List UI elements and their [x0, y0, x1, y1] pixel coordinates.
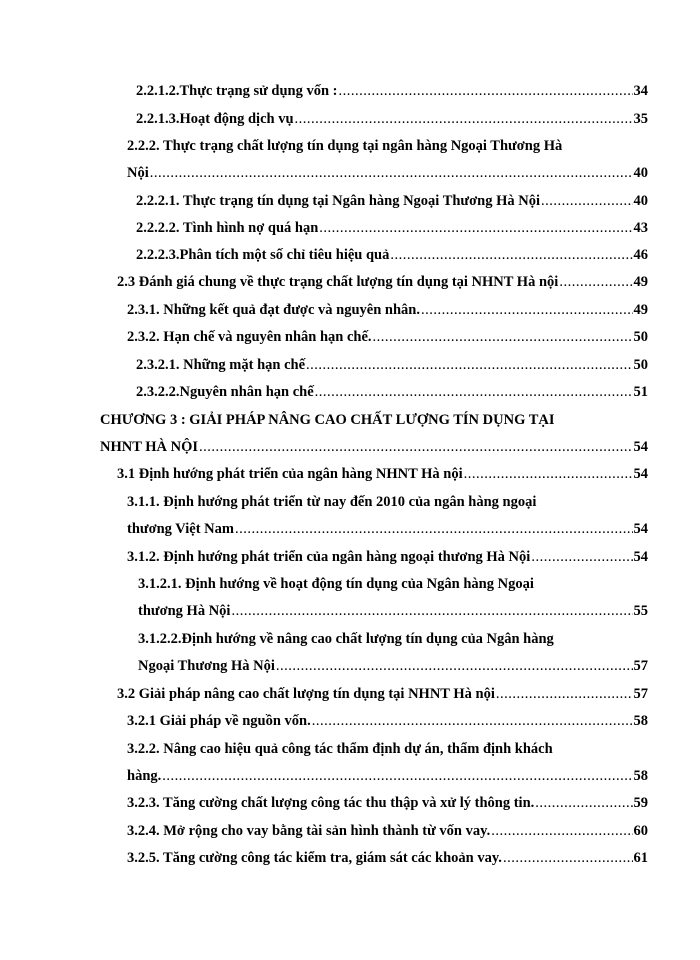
toc-entry-continuation: thương Việt Nam	[127, 521, 234, 537]
toc-entry	[138, 601, 648, 621]
toc-entry	[138, 656, 648, 676]
toc-leader-dots	[295, 109, 633, 129]
toc-entry	[100, 437, 648, 457]
toc-entry	[136, 245, 648, 265]
toc-entry-title: 2.3 Đánh giá chung về thực trạng chất lượng tín dụng tại NHNT Hà nội	[117, 274, 559, 290]
toc-entry-title: 3.2.3. Tăng cường chất lượng công tác thu thập và xử lý thông tin.	[127, 795, 535, 811]
toc-entry-title: 3.2.5. Tăng cường công tác kiểm tra, giám sát các khoản vay.	[127, 850, 502, 866]
toc-entry-page: 50	[633, 357, 648, 373]
toc-entry	[127, 793, 648, 813]
toc-entry-title: 3.1 Định hướng phát triển của ngân hàng NHNT Hà nội	[117, 466, 463, 482]
toc-entry-page: 61	[633, 850, 648, 866]
toc-entry	[127, 163, 648, 183]
toc-entry-title: 2.2.1.2.Thực trạng sử dụng vốn :	[136, 83, 338, 99]
toc-leader-dots	[231, 601, 632, 621]
toc-leader-dots	[162, 766, 632, 786]
toc-entry-continuation: Ngoại Thương Hà Nội	[138, 658, 275, 674]
toc-entry	[127, 711, 648, 731]
toc-entry-page: 57	[633, 658, 648, 674]
toc-entry-title: 3.2 Giải pháp nâng cao chất lượng tín dụng tại NHNT Hà nội	[117, 686, 495, 702]
toc-leader-dots	[496, 684, 633, 704]
toc-entry-title: 3.2.1 Giải pháp về nguồn vốn.	[127, 713, 311, 729]
toc-leader-dots	[535, 793, 632, 813]
toc-leader-dots	[276, 656, 633, 676]
toc-entry-title: 2.3.2.2.Nguyên nhân hạn chế	[136, 384, 314, 400]
toc-entry-page: 60	[633, 823, 648, 839]
toc-entry-page: 54	[633, 549, 648, 565]
toc-leader-dots	[464, 464, 633, 484]
toc-entry-page: 43	[633, 220, 648, 236]
toc-entry	[136, 81, 648, 101]
toc-entry-page: 54	[633, 439, 648, 455]
toc-entry-title: 3.1.2.2.Định hướng về nâng cao chất lượng tín dụng của Ngân hàng	[138, 631, 554, 647]
toc-entry-title: 2.2.1.3.Hoạt động dịch vụ	[136, 111, 294, 127]
toc-entry	[136, 191, 648, 211]
toc-leader-dots	[199, 437, 632, 457]
toc-entry	[127, 519, 648, 539]
toc-entry-title: 3.2.4. Mở rộng cho vay bằng tài sản hình thành từ vốn vay.	[127, 823, 491, 839]
toc-entry-page: 54	[633, 521, 648, 537]
toc-entry-title: 3.2.2. Nâng cao hiệu quả công tác thẩm định dự án, thẩm định khách	[127, 741, 553, 757]
toc-leader-dots	[531, 547, 632, 567]
toc-entry-title: 2.2.2.1. Thực trạng tín dụng tại Ngân hàng Ngoại Thương Hà Nội	[136, 193, 540, 209]
toc-entry-page: 49	[633, 274, 648, 290]
toc-entry-title: 2.3.1. Những kết quả đạt được và nguyên nhân.	[127, 302, 420, 318]
toc-entry-page: 51	[633, 384, 648, 400]
toc-entry-continuation: NHNT HÀ NỘI	[100, 439, 199, 455]
toc-entry-page: 40	[633, 165, 648, 181]
toc-entry-page: 59	[633, 795, 648, 811]
toc-entry	[127, 766, 648, 786]
toc-entry	[127, 547, 648, 567]
toc-entry	[127, 327, 648, 347]
toc-entry-page: 55	[633, 603, 648, 619]
toc-entry-title: 2.2.2.3.Phân tích một số chỉ tiêu hiệu quả	[136, 247, 390, 263]
toc-entry-page: 46	[633, 247, 648, 263]
toc-entry-page: 34	[633, 83, 648, 99]
toc-entry-title: 3.1.1. Định hướng phát triển từ nay đến 2010 của ngân hàng ngoại	[127, 494, 537, 510]
toc-entry	[127, 300, 648, 320]
toc-entry-title: 2.2.2. Thực trạng chất lượng tín dụng tại ngân hàng Ngoại Thương Hà	[127, 138, 563, 154]
toc-entry	[117, 272, 648, 292]
toc-entry-continuation: thương Hà Nội	[138, 603, 231, 619]
toc-entry-page: 54	[633, 466, 648, 482]
toc-entry	[117, 464, 648, 484]
toc-leader-dots	[339, 81, 633, 101]
toc-entry-title: 2.3.2. Hạn chế và nguyên nhân hạn chế.	[127, 329, 372, 345]
toc-entry-page: 49	[633, 302, 648, 318]
toc-entry-title: 3.1.2. Định hướng phát triển của ngân hàng ngoại thương Hà Nội	[127, 549, 531, 565]
toc-entry	[136, 218, 648, 238]
toc-leader-dots	[503, 848, 633, 868]
toc-leader-dots	[319, 218, 632, 238]
toc-entry-continuation: Nội	[127, 165, 149, 181]
toc-leader-dots	[315, 382, 633, 402]
toc-entry-page: 50	[633, 329, 648, 345]
toc-entry-continuation: hàng.	[127, 768, 162, 784]
toc-leader-dots	[390, 245, 632, 265]
toc-entry	[136, 355, 648, 375]
toc-entry	[127, 821, 648, 841]
toc-leader-dots	[150, 163, 633, 183]
toc-entry-page: 57	[633, 686, 648, 702]
toc-entry-page: 35	[633, 111, 648, 127]
toc-leader-dots	[373, 327, 633, 347]
toc-leader-dots	[421, 300, 633, 320]
toc-entry-title: 2.2.2.2. Tình hình nợ quá hạn	[136, 220, 319, 236]
toc-entry-title: 2.3.2.1. Những mặt hạn chế	[136, 357, 306, 373]
toc-entry-page: 58	[633, 768, 648, 784]
toc-leader-dots	[491, 821, 632, 841]
toc-leader-dots	[559, 272, 632, 292]
toc-leader-dots	[312, 711, 633, 731]
toc-entry-page: 58	[633, 713, 648, 729]
toc-leader-dots	[306, 355, 632, 375]
toc-entry-title: 3.1.2.1. Định hướng về hoạt động tín dụng của Ngân hàng Ngoại	[138, 576, 534, 592]
toc-leader-dots	[235, 519, 633, 539]
toc-entry	[136, 109, 648, 129]
toc-leader-dots	[541, 191, 633, 211]
toc-entry	[136, 382, 648, 402]
toc-entry	[127, 848, 648, 868]
chapter-heading: CHƯƠNG 3 : GIẢI PHÁP NÂNG CAO CHẤT LƯỢNG TÍN DỤNG TẠI	[100, 412, 555, 428]
toc-entry-page: 40	[633, 193, 648, 209]
toc-entry	[117, 684, 648, 704]
